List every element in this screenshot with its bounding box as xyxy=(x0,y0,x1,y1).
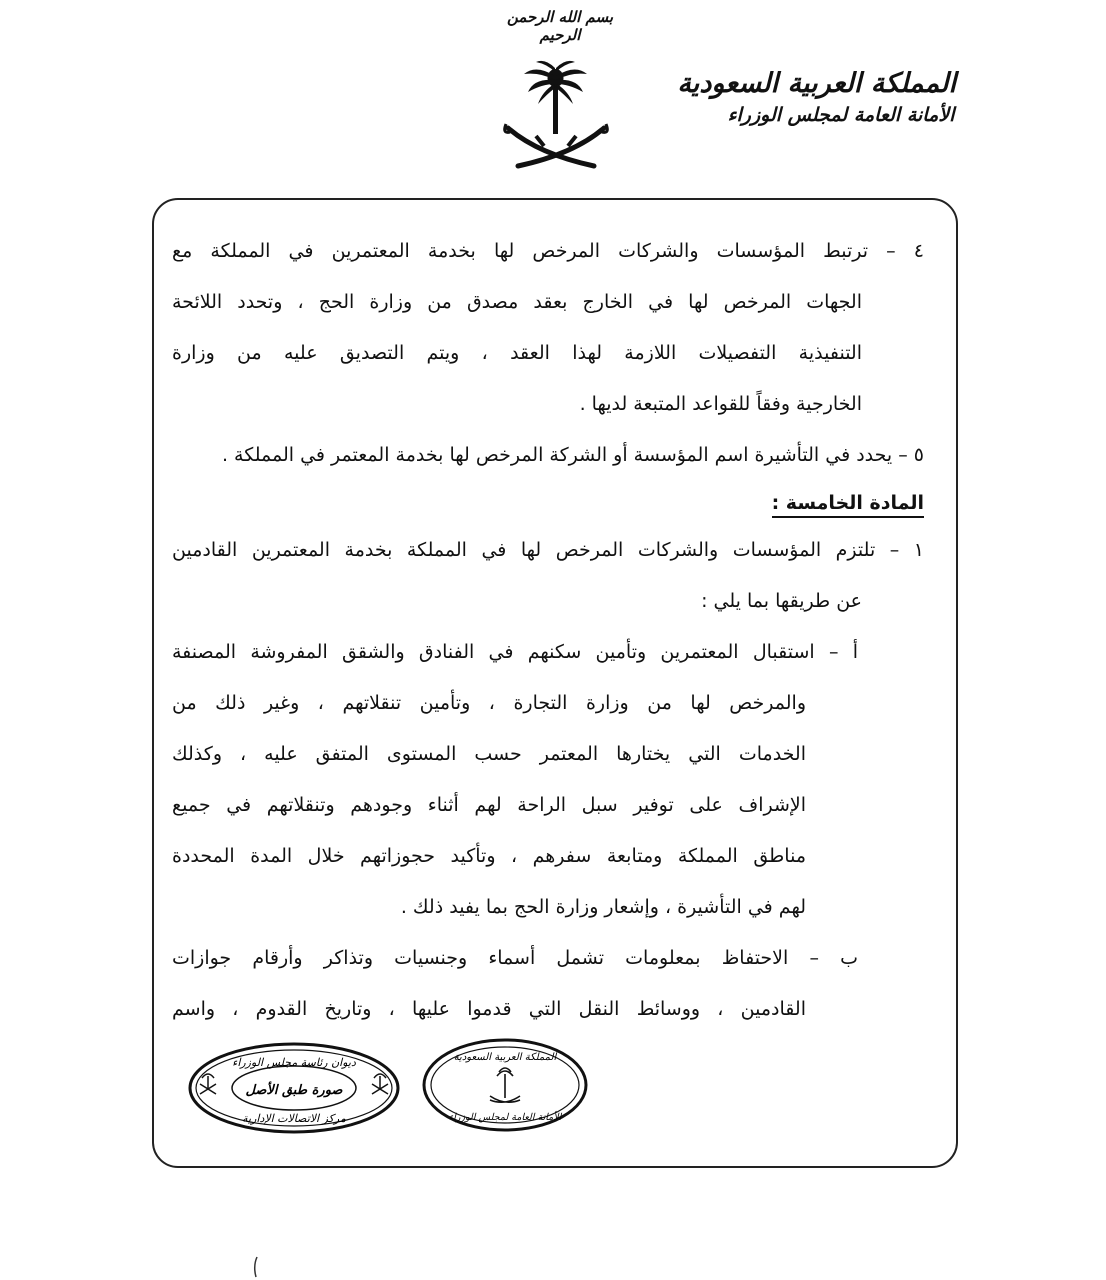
palm-and-swords-emblem-icon xyxy=(498,58,614,178)
letterhead-country: المملكة العربية السعودية xyxy=(677,68,956,99)
stamp-palm-swords-icon xyxy=(490,1068,520,1102)
stamp-right-top: المملكة العربية السعودية xyxy=(453,1052,557,1063)
item-b-line: القادمين ، ووسائط النقل التي قدموا عليها ، وتاريخ القدوم ، واسم xyxy=(172,998,806,1020)
stamp-right-bottom: الأمانة العامة لمجلس الوزراء xyxy=(448,1112,562,1123)
article-heading-text: المادة الخامسة : xyxy=(772,492,924,518)
item4-line: الجهات المرخص لها في الخارج بعقد مصدق من وزارة الحج ، وتحدد اللائحة xyxy=(172,291,862,313)
item-a-line: والمرخص لها من وزارة التجارة ، وتأمين تنقلاتهم ، وغير ذلك من xyxy=(172,692,806,714)
stamp-left-top: ديوان رئاسة مجلس الوزراء xyxy=(232,1056,356,1069)
stamp-left-bottom: مركز الاتصالات الإدارية xyxy=(242,1112,346,1125)
item-a-line: لهم في التأشيرة ، وإشعار وزارة الحج بما يفيد ذلك . xyxy=(400,896,806,918)
item1-line: ١ – تلتزم المؤسسات والشركات المرخص لها في المملكة بخدمة المعتمرين القادمين xyxy=(172,539,924,561)
letterhead-department: الأمانة العامة لمجلس الوزراء xyxy=(727,104,955,126)
item-b-line: ب – الاحتفاظ بمعلومات تشمل أسماء وجنسيات وتذاكر وأرقام جوازات xyxy=(172,947,858,969)
basmala: بسم الله الرحمن الرحيم xyxy=(506,8,614,44)
item-a-line: الخدمات التي يختارها المعتمر حسب المستوى المتفق عليه ، وكذلك xyxy=(172,743,806,765)
article-heading xyxy=(172,481,924,525)
stamp-left-center: صورة طبق الأصل xyxy=(245,1083,343,1098)
item-a-line: مناطق المملكة ومتابعة سفرهم ، وتأكيد حجوزاتهم خلال المدة المحددة xyxy=(172,845,806,867)
page-mark xyxy=(252,1256,260,1278)
certified-copy-stamp xyxy=(186,1040,402,1136)
item-a-line: أ – استقبال المعتمرين وتأمين سكنهم في الفنادق والشقق المفروشة المصنفة xyxy=(172,641,858,663)
item5-line: ٥ – يحدد في التأشيرة اسم المؤسسة أو الشركة المرخص لها بخدمة المعتمر في المملكة . xyxy=(221,444,924,466)
cabinet-secretariat-stamp xyxy=(420,1036,590,1134)
item4-line: الخارجية وفقاً للقواعد المتبعة لديها . xyxy=(579,393,862,415)
item4-line: التنفيذية التفصيلات اللازمة لهذا العقد ، ويتم التصديق عليه من وزارة xyxy=(172,342,862,364)
letterhead xyxy=(677,66,956,128)
document-body xyxy=(172,226,924,1035)
item1-line: عن طريقها بما يلي : xyxy=(701,590,862,612)
item4-line: ٤ – ترتبط المؤسسات والشركات المرخص لها بخدمة المعتمرين في المملكة مع xyxy=(172,240,924,262)
item-a-line: الإشراف على توفير سبل الراحة لهم أثناء وجودهم وتنقلاتهم في جميع xyxy=(172,794,806,816)
